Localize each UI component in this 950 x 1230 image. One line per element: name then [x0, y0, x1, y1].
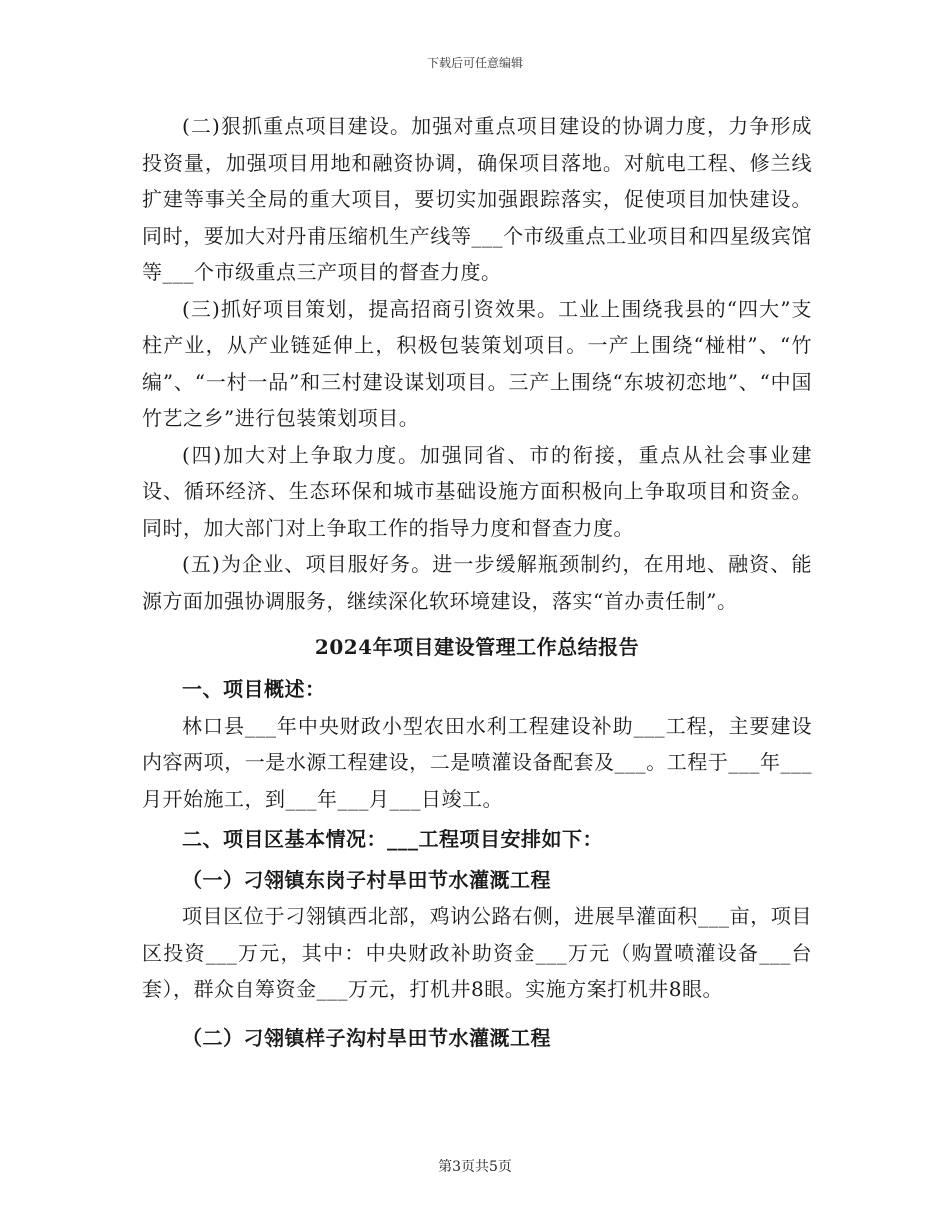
report-title: 2024年项目建设管理工作总结报告	[314, 635, 640, 659]
paragraph-4: (四)加大对上争取力度。加强同省、市的衔接，重点从社会事业建设、循环经济、生态环保和城市基础设施方面积极向上争取项目和资金。同时，加大部门对上争取工作的指导力度和督查力度。	[142, 442, 812, 540]
subsection-1-text: 项目区位于刁翎镇西北部，鸡讷公路右侧，进展旱灌面积___亩，项目区投资___万元，其中：中央财政补助资金___万元（购置喷灌设备___台套），群众自筹资金___万元，打机井8眼。实施方案打机井8眼。	[142, 904, 812, 1001]
section-2-heading: 二、项目区基本情况：___工程项目安排如下：	[182, 827, 603, 851]
page-header: 下载后可任意编辑	[426, 56, 523, 70]
paragraph-2: (二)狠抓重点项目建设。加强对重点项目建设的协调力度，力争形成投资量，加强项目用地和融资协调，确保项目落地。对航电工程、修兰线扩建等事关全局的重大项目，要切实加强跟踪落实，促使项目加快建设。同时，要加大对丹甫压缩机生产线等___个市级重点工业项目和四星级宾馆等___个市级重点三产项目的督查力度。	[142, 114, 812, 284]
section-1-text: 林口县___年中央财政小型农田水利工程建设补助___工程，主要建设内容两项，一是水源工程建设，二是喷灌设备配套及___。工程于___年___月开始施工，到___年___月___日竣工。	[142, 713, 812, 811]
subsection-1-heading: （一）刁翎镇东岗子村旱田节水灌溉工程	[182, 867, 551, 892]
subsection-2-heading: （二）刁翎镇样子沟村旱田节水灌溉工程	[182, 1025, 551, 1050]
section-1-heading: 一、项目概述：	[182, 677, 326, 701]
paragraph-3: (三)抓好项目策划，提高招商引资效果。工业上围绕我县的“四大”支柱产业，从产业链延伸上，积极包装策划项目。一产上围绕“椪柑”、“竹编”、“一村一品”和三村建设谋划项目。三产上围绕“东坡初恋地”、“中国竹艺之乡”进行包装策划项目。	[142, 296, 812, 430]
document-body	[142, 108, 812, 1056]
paragraph-5: (五)为企业、项目服好务。进一步缓解瓶颈制约，在用地、融资、能源方面加强协调服务，继续深化软环境建设，落实“首办责任制”。	[142, 552, 812, 613]
page-footer: 第3页共5页	[438, 1159, 512, 1175]
